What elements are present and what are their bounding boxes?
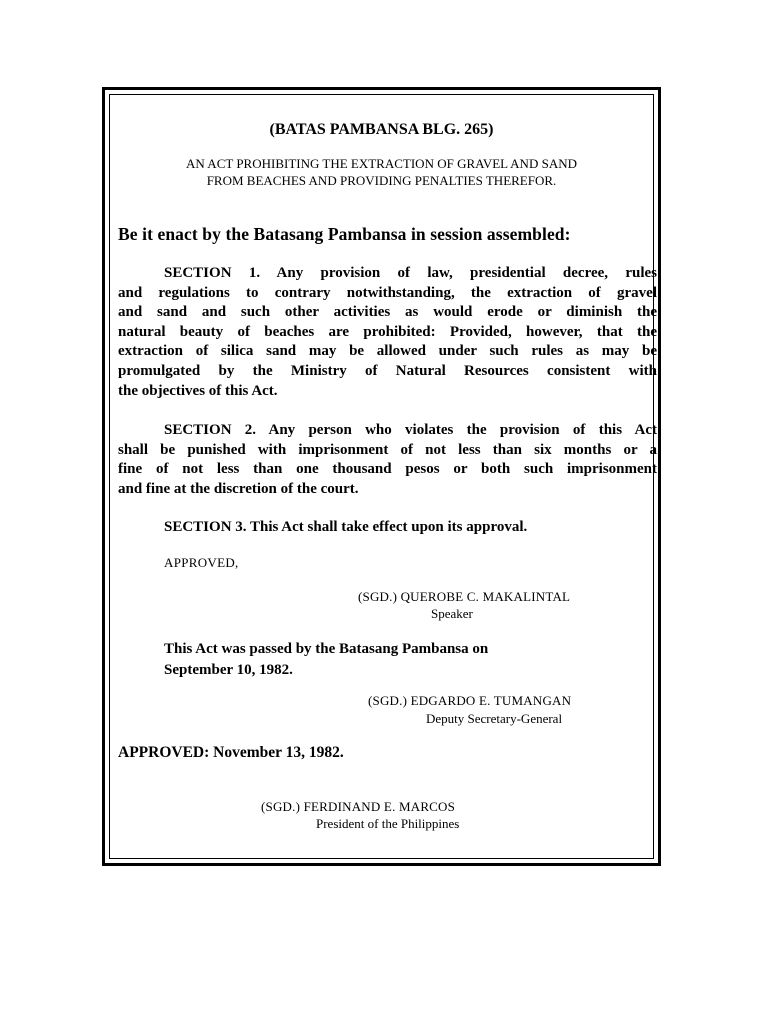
secretary-signature-name: (SGD.) EDGARDO E. TUMANGAN xyxy=(368,693,572,708)
section-1-line: promulgated by the Ministry of Natural Resources consistent with xyxy=(118,362,657,379)
passed-line: This Act was passed by the Batasang Pambansa on xyxy=(164,641,489,657)
section-1-line: and sand and such other activities as would erode or diminish the xyxy=(118,304,657,321)
section-3: SECTION 3. This Act shall take effect upon its approval. xyxy=(164,519,528,535)
section-2-line: shall be punished with imprisonment of not less than six months or a xyxy=(118,441,657,458)
act-subtitle xyxy=(110,155,653,189)
section-1-line: the objectives of this Act. xyxy=(118,382,278,399)
passed-line: September 10, 1982. xyxy=(164,662,293,678)
section-2-line: SECTION 2. Any person who violates the provision of this Act xyxy=(164,422,657,438)
section-2-line: fine of not less than one thousand pesos or both such imprisonment xyxy=(118,461,657,478)
speaker-signature-name: (SGD.) QUEROBE C. MAKALINTAL xyxy=(358,589,571,604)
section-1-line: SECTION 1. Any provision of law, presidential decree, rules xyxy=(164,265,657,281)
section-1 xyxy=(118,264,657,401)
president-signature-title: President of the Philippines xyxy=(316,816,460,831)
secretary-signature-title: Deputy Secretary-General xyxy=(426,711,563,726)
section-1-line: and regulations to contrary notwithstanding, the extraction of gravel xyxy=(118,284,657,301)
document-inner-border xyxy=(109,94,657,859)
section-2-line: and fine at the discretion of the court. xyxy=(118,480,359,497)
document-border xyxy=(102,87,661,866)
section-1-line: natural beauty of beaches are prohibited: Provided, however, that the xyxy=(118,323,657,340)
subtitle-line: FROM BEACHES AND PROVIDING PENALTIES THEREFOR. xyxy=(206,173,557,188)
act-number-title: (BATAS PAMBANSA BLG. 265) xyxy=(269,121,494,138)
president-signature-name: (SGD.) FERDINAND E. MARCOS xyxy=(261,799,456,814)
passed-statement xyxy=(164,639,488,681)
section-1-line: extraction of silica sand may be allowed under such rules as may be xyxy=(118,343,657,360)
approval-date: APPROVED: November 13, 1982. xyxy=(118,744,344,761)
section-2 xyxy=(118,421,657,499)
approved-label: APPROVED, xyxy=(164,555,239,570)
enacting-clause: Be it enact by the Batasang Pambansa in session assembled: xyxy=(118,224,571,244)
speaker-signature-title: Speaker xyxy=(431,606,473,621)
subtitle-line: AN ACT PROHIBITING THE EXTRACTION OF GRAVEL AND SAND xyxy=(186,156,577,171)
